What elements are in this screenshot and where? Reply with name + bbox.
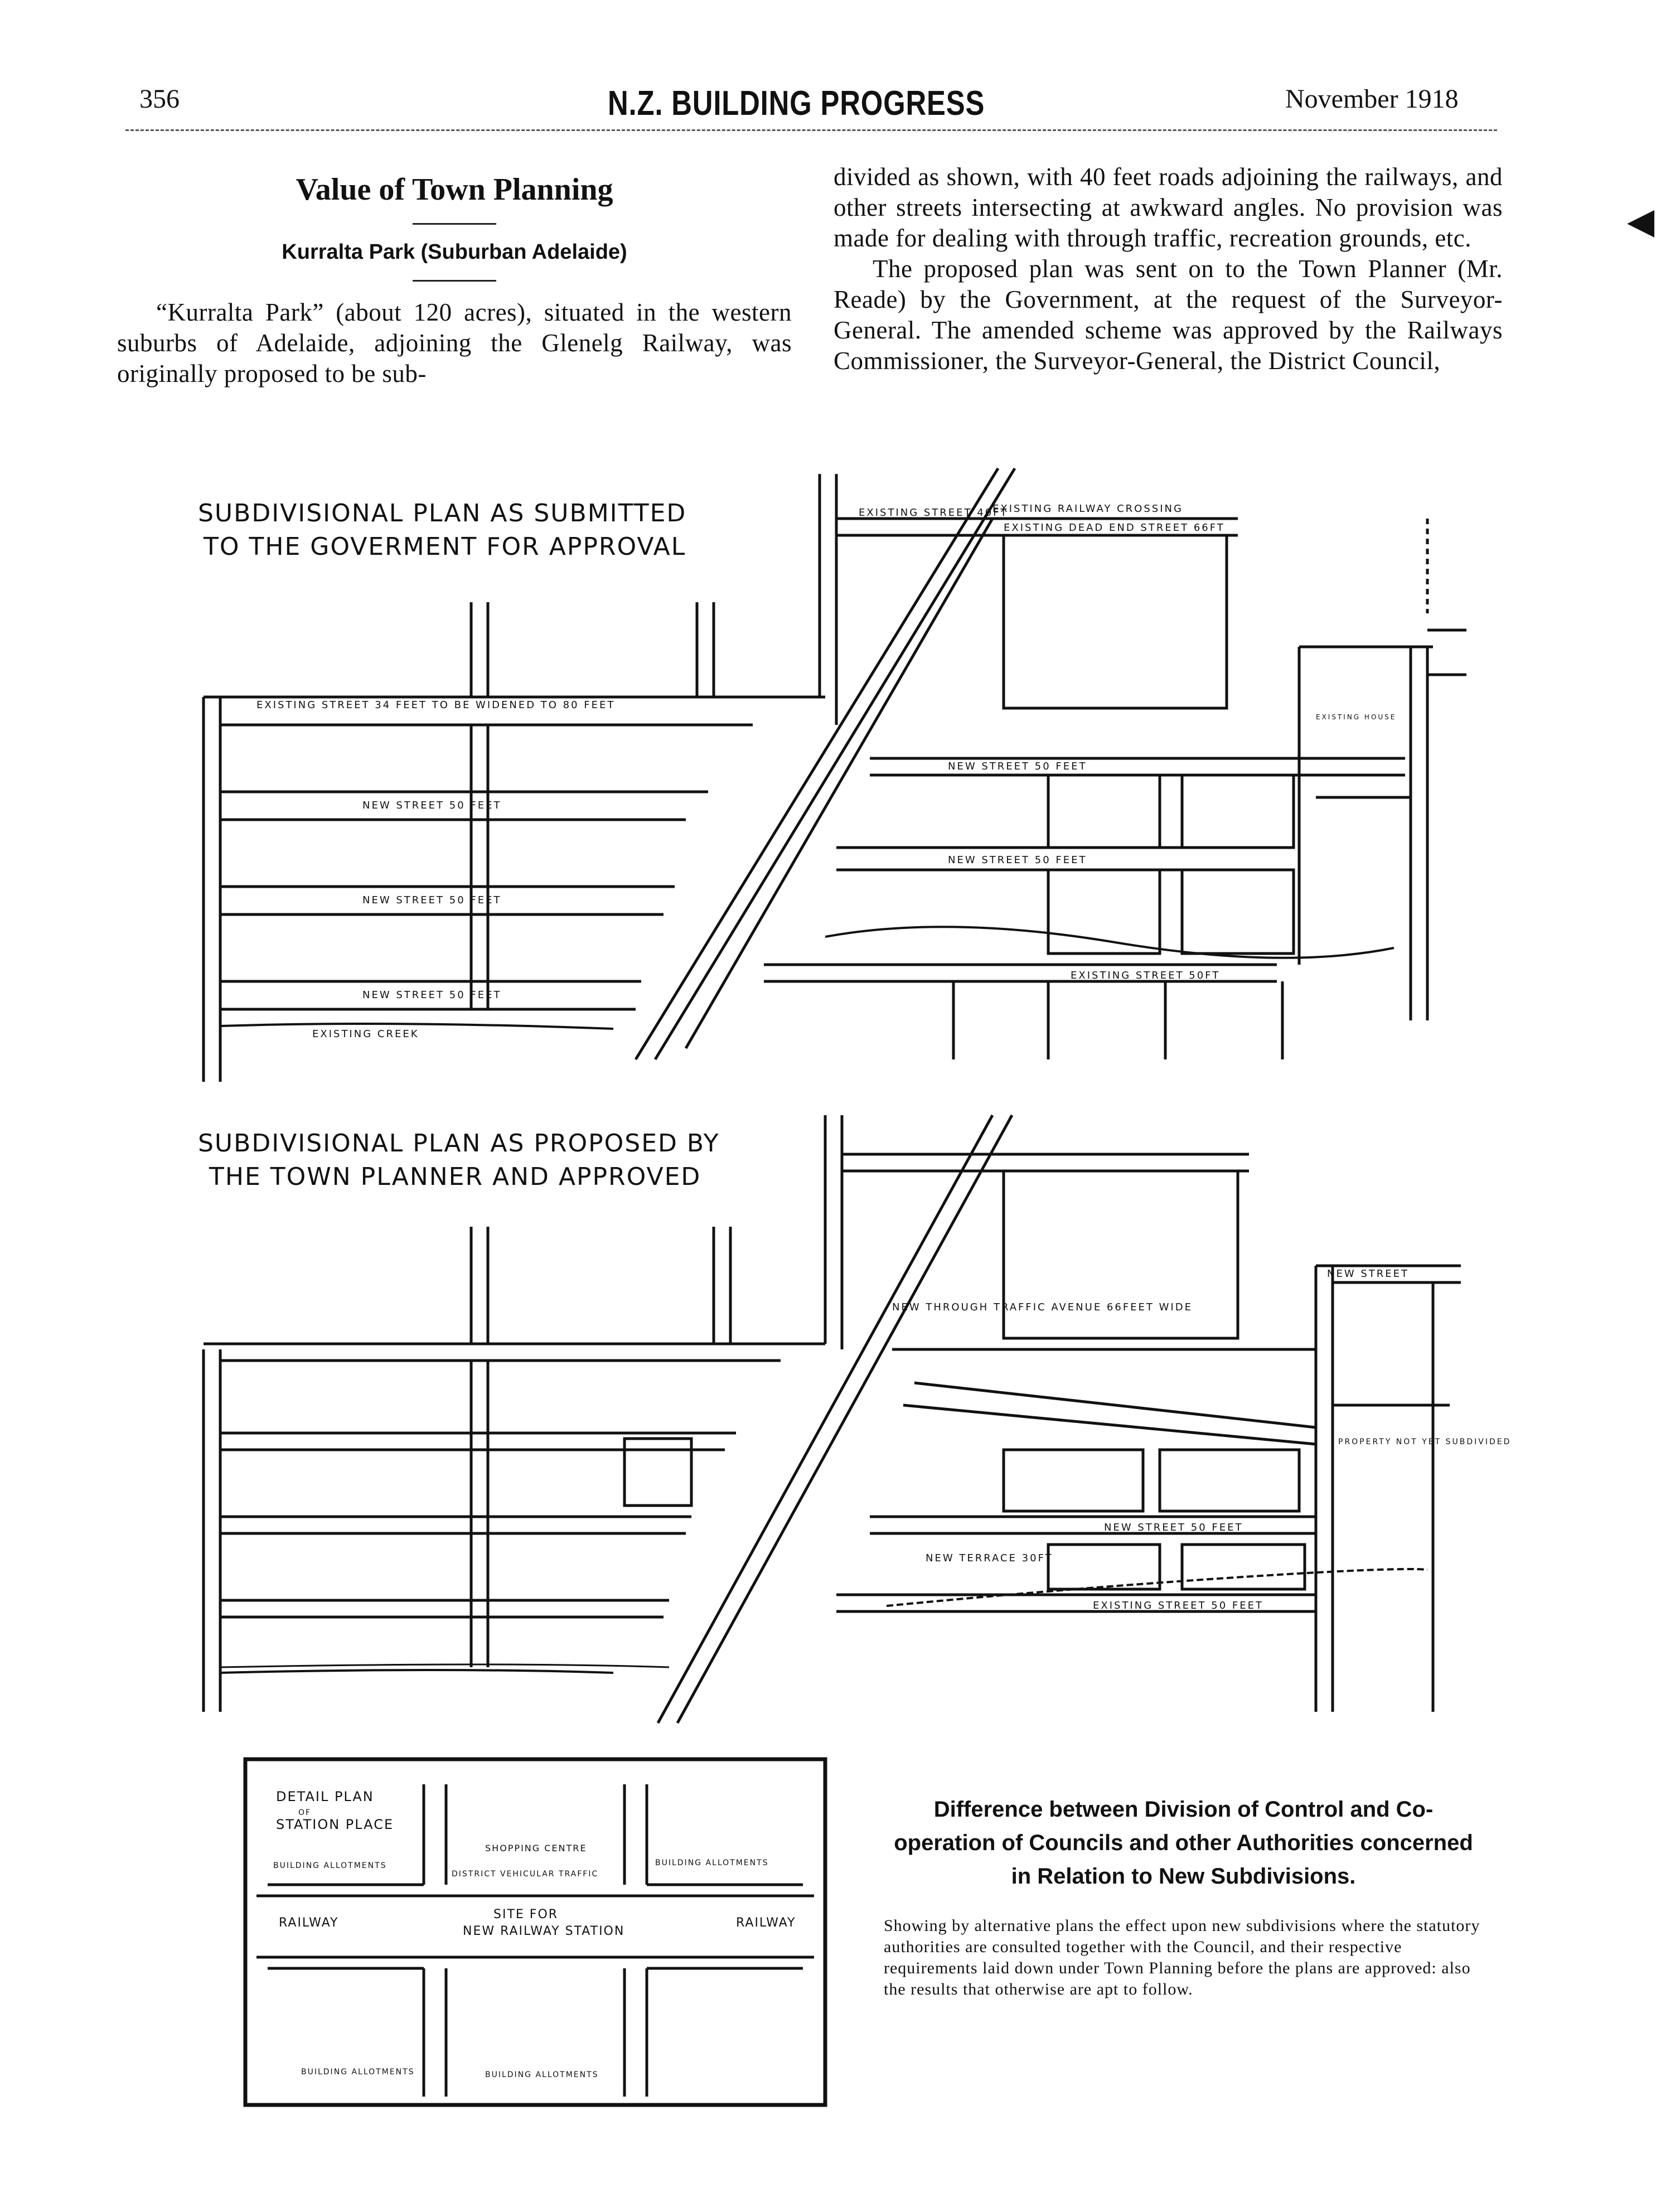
detail-building-allotments: BUILDING ALLOTMENTS xyxy=(485,2070,599,2079)
approved-plan-heading-1: SUBDIVISIONAL PLAN AS PROPOSED BY xyxy=(198,1129,720,1158)
map-label: EXISTING CREEK xyxy=(312,1028,419,1040)
detail-building-allotments: BUILDING ALLOTMENTS xyxy=(301,2068,415,2077)
approved-plan-map xyxy=(204,1115,1461,1723)
margin-arrow-icon: ◀ xyxy=(1627,201,1655,241)
map-label: NEW THROUGH TRAFFIC AVENUE 66FEET WIDE xyxy=(892,1301,1193,1313)
detail-district-traffic: DISTRICT VEHICULAR TRAFFIC xyxy=(452,1870,599,1879)
paragraph: “Kurralta Park” (about 120 acres), situated in the western suburbs of Adelaide, adjoining the Glenelg Railway, was originally proposed to be sub- xyxy=(117,298,792,388)
map-label: NEW STREET 50 FEET xyxy=(362,800,502,811)
map-label: EXISTING RAILWAY CROSSING xyxy=(992,503,1183,515)
detail-new-station: NEW RAILWAY STATION xyxy=(463,1924,625,1938)
map-label: NEW STREET xyxy=(1327,1268,1410,1280)
map-label: NEW STREET 50 FEET xyxy=(948,761,1087,772)
article-subtitle: Kurralta Park (Suburban Adelaide) xyxy=(282,240,627,264)
map-label: NEW STREET 50 FEET xyxy=(362,894,502,906)
paragraph: The proposed plan was sent on to the Town Planner (Mr. Reade) by the Government, at the request of the Surveyor-General. The amended scheme was approved by the Railways Commissioner, the Surveyor-General, the District Council, xyxy=(834,255,1503,375)
detail-site-for: SITE FOR xyxy=(493,1908,559,1921)
issue-date: November 1918 xyxy=(1285,84,1459,114)
submitted-plan-heading-2: TO THE GOVERMENT FOR APPROVAL xyxy=(204,533,686,561)
approved-plan-heading-2: THE TOWN PLANNER AND APPROVED xyxy=(209,1163,701,1191)
detail-building-allotments: BUILDING ALLOTMENTS xyxy=(655,1858,769,1867)
map-label: EXISTING STREET 50 FEET xyxy=(1093,1600,1263,1611)
paragraph: divided as shown, with 40 feet roads adjoining the railways, and other streets intersecting at awkward angles. No provision was made for dealing with through traffic, recreation grounds, etc. xyxy=(834,163,1503,252)
detail-railway: RAILWAY xyxy=(736,1916,796,1930)
article-title: Value of Town Planning xyxy=(296,172,613,207)
detail-title-2: OF xyxy=(298,1808,312,1817)
detail-building-allotments: BUILDING ALLOTMENTS xyxy=(273,1861,387,1870)
map-label: NEW STREET 50 FEET xyxy=(362,989,502,1001)
page-number: 356 xyxy=(139,84,180,114)
map-label: NEW STREET 50 FEET xyxy=(948,854,1087,866)
detail-shopping: SHOPPING CENTRE xyxy=(485,1843,587,1853)
detail-railway: RAILWAY xyxy=(279,1916,339,1930)
map-label: EXISTING STREET 40FT xyxy=(859,507,1009,519)
detail-title-1: DETAIL PLAN xyxy=(276,1789,374,1804)
map-label: EXISTING DEAD END STREET 66FT xyxy=(1004,522,1225,534)
caption-heading: Difference between Division of Control and Co-operation of Councils and other Authorities concerned in Relation to New Subdivisions. xyxy=(894,1797,1473,1889)
detail-title-3: STATION PLACE xyxy=(276,1817,394,1832)
map-label: EXISTING STREET 34 FEET TO BE WIDENED TO 80 FEET xyxy=(256,699,616,711)
map-label: EXISTING HOUSE xyxy=(1316,713,1397,721)
map-label: PROPERTY NOT YET SUBDIVIDED xyxy=(1338,1437,1512,1446)
submitted-plan-heading-1: SUBDIVISIONAL PLAN AS SUBMITTED xyxy=(198,499,687,527)
caption-body: Showing by alternative plans the effect upon new subdivisions where the statutory authorities are consulted together with the Council, and their respective requirements laid down under Town Planning before the plans are approved: also the results that otherwise are apt to follow. xyxy=(884,1916,1480,1998)
map-label: NEW TERRACE 30FT xyxy=(926,1552,1053,1564)
map-label: NEW STREET 50 FEET xyxy=(1104,1522,1243,1533)
figure-caption xyxy=(884,1793,1483,2000)
map-label: EXISTING STREET 50FT xyxy=(1071,970,1221,981)
publication-title: N.Z. BUILDING PROGRESS xyxy=(608,84,985,123)
